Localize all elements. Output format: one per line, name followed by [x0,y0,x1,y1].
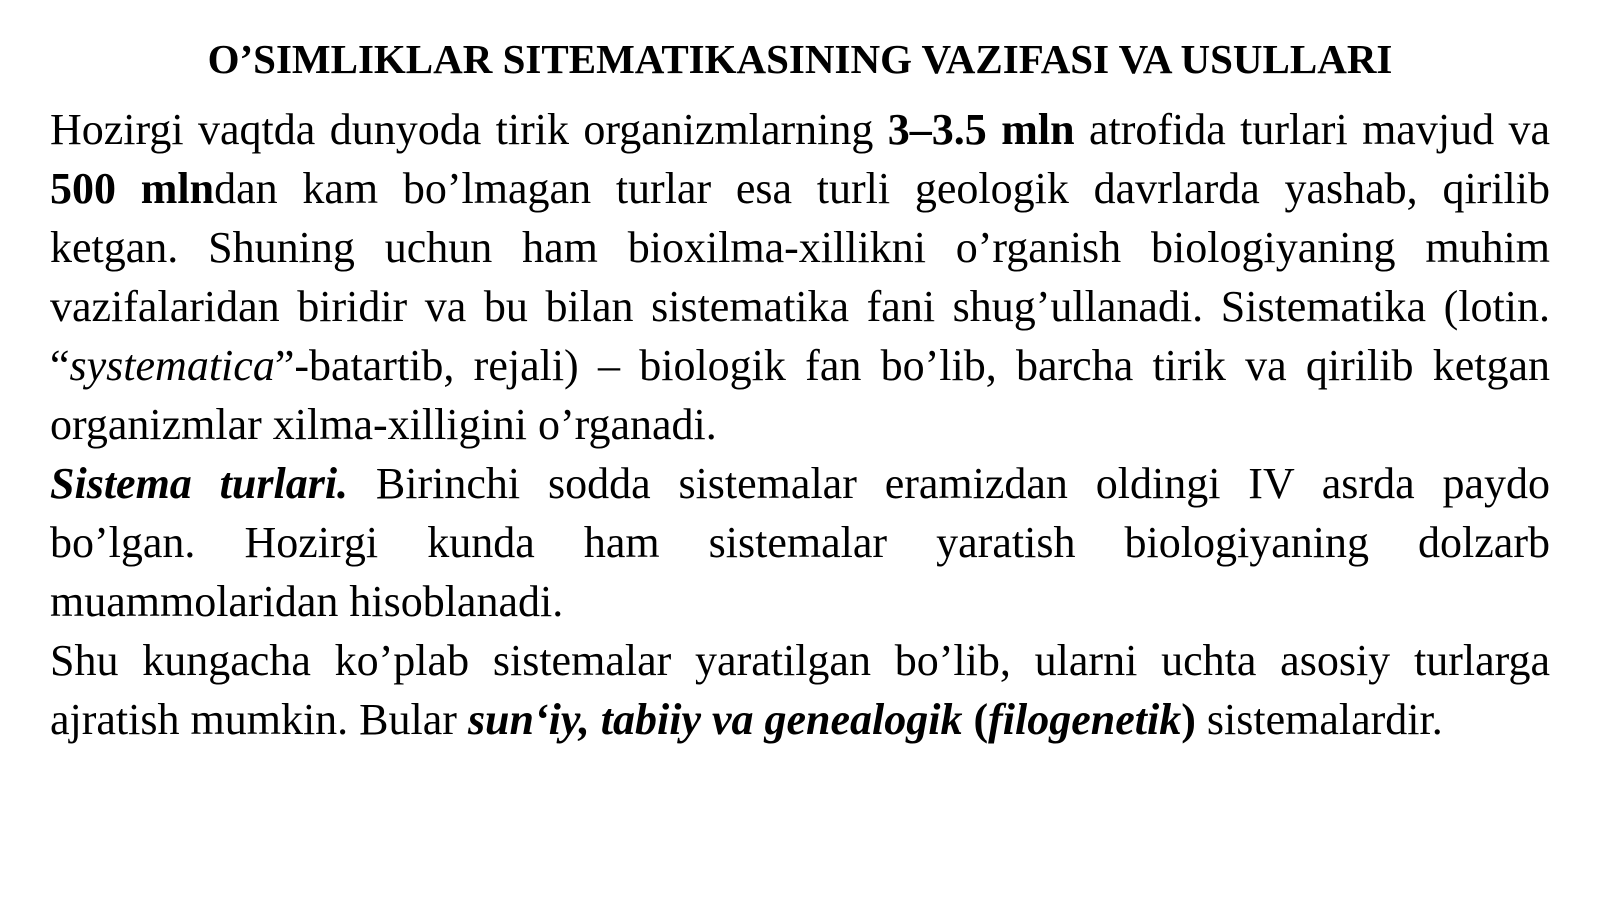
paragraph-intro [50,100,1550,454]
text-run: atrofida turlari mavjud va [1074,105,1550,154]
paragraph-classification [50,631,1550,749]
text-run: Shu kungacha ko’plab sistemalar yaratilgan bo’lib, ularni uchta asosiy turlarga ajratish mumkin. Bular [50,636,1550,744]
bold-italic-phylogenetic [988,695,1181,744]
bold-italic-system-kinds [468,695,963,744]
paragraph-system-types [50,454,1550,631]
text-run: dan kam bo’lmagan turlar esa turli geologik davrlarda yashab, qirilib ketgan. Shuning uchun ham bioxilma-xillikni o’rganish biologiyaning muhim vazifalaridan biridir va bu bilan sistematika fani shug’ullanadi. Sistematika (lotin. “ [50,164,1550,390]
text-run: sistemalardir. [1195,695,1443,744]
phylogenetic-text: filogenetik [988,695,1182,744]
text-run: Hozirgi vaqtda dunyoda tirik organizmlarning [50,105,888,154]
page-title: O’SIMLIKLAR SITEMATIKASINING VAZIFASI VA USULLARI [207,36,1393,82]
body-text [50,100,1550,749]
section-heading-inline [50,459,348,508]
text-run: Birinchi sodda sistemalar eramizdan oldingi IV asrda paydo bo’lgan. Hozirgi kunda ham sistemalar yaratish biologiyaning dolzarb muammolaridan hisoblanadi. [50,459,1550,626]
bold-extinct-count: 500 mln [50,164,215,213]
bold-species-count: 3–3.5 mln [887,105,1075,154]
bold-close-paren: ) [1181,695,1196,744]
system-kinds-text: sun‘iy, tabiiy va genealogik [467,695,963,744]
bold-open-paren: ( [962,695,989,744]
text-run: ”-batartib, rejali) – biologik fan bo’lib, barcha tirik va qirilib ketgan organizmlar xilma-xilligini o’rganadi. [50,341,1550,449]
italic-latin-term: systematica [69,341,275,390]
section-heading-text: Sistema turlari. [50,459,349,508]
